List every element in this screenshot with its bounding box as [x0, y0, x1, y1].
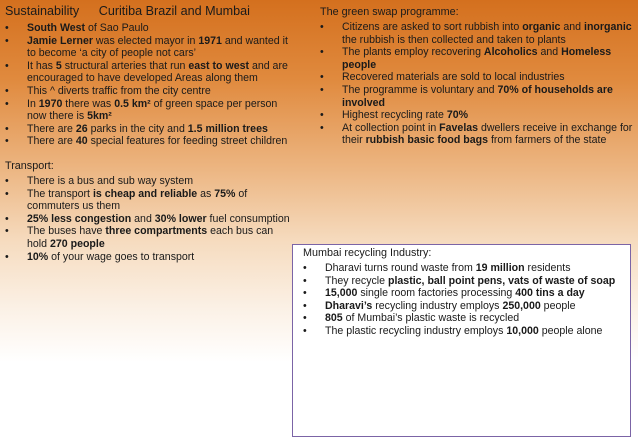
text: people: [540, 299, 576, 312]
mumbai-list: [303, 262, 626, 338]
text: and wanted it to become ‘a city of people not cars’: [27, 34, 288, 60]
text: single room factories processing: [357, 287, 516, 300]
bold-text: organic: [522, 21, 561, 33]
list-item: [5, 35, 290, 60]
text: of Sao Paulo: [85, 22, 149, 34]
list-item: [5, 225, 290, 250]
text: special features for feeding street children: [87, 135, 288, 148]
list-item: [5, 22, 290, 35]
bold-text: 10%: [27, 250, 49, 263]
text: people alone: [538, 324, 603, 337]
bold-text: three compartments: [105, 225, 208, 238]
list-item: [5, 98, 290, 123]
text: There is a bus and sub way system: [27, 174, 194, 187]
title-left: Sustainability: [5, 4, 80, 18]
bold-text: 30% lower: [154, 212, 207, 225]
bold-text: Homeless people: [342, 46, 612, 71]
text: there was: [62, 97, 115, 110]
bold-text: 270 people: [49, 237, 105, 250]
text: At collection point in: [342, 121, 440, 134]
list-item: [303, 275, 626, 288]
text: The plants employ recovering: [342, 46, 484, 59]
bold-text: Jamie Lerner: [27, 34, 93, 47]
curitiba-list: [5, 22, 290, 148]
bold-text: 250,000: [502, 299, 541, 312]
text: recycling industry employs: [372, 299, 503, 312]
list-item: [5, 188, 290, 213]
list-item: [5, 123, 290, 136]
text: dwellers receive in exchange for their: [342, 121, 633, 147]
text: and: [131, 212, 155, 225]
bold-text: South West: [27, 22, 86, 34]
bold-text: Favelas: [439, 121, 479, 134]
bold-text: 15,000: [325, 287, 358, 300]
text: each bus can hold: [27, 225, 274, 250]
list-item: [303, 325, 626, 338]
text: was elected mayor in: [92, 34, 199, 47]
bold-text: 1.5 million trees: [187, 122, 268, 135]
list-item: [320, 84, 635, 109]
bold-text: Dharavi’s: [325, 299, 373, 312]
bold-text: 70% of households are involved: [342, 83, 613, 109]
bold-text: rubbish basic food bags: [365, 134, 488, 147]
text: parks in the city and: [87, 122, 188, 135]
text: Citizens are asked to sort rubbish into: [342, 21, 523, 33]
text: of your wage goes to transport: [48, 250, 195, 263]
text: Highest recycling rate: [342, 109, 447, 122]
text: and are encouraged to have developed Areas along them: [27, 59, 288, 85]
mumbai-heading: Mumbai recycling Industry:: [303, 247, 432, 259]
bold-text: 10,000: [506, 324, 539, 337]
bold-text: 1970: [38, 97, 63, 110]
list-item: [320, 71, 635, 84]
bold-text: is cheap and reliable: [92, 187, 198, 200]
bold-text: 400 tins a day: [515, 287, 585, 300]
bold-text: 5: [55, 59, 62, 72]
text: There are: [27, 135, 76, 148]
transport-list: [5, 175, 290, 263]
bold-text: plastic, ball point pens, vats of waste of soap: [388, 274, 616, 287]
bold-text: east to west: [188, 59, 249, 72]
left-column: [5, 4, 290, 263]
mumbai-box: [292, 244, 631, 437]
text: of commuters us them: [27, 187, 248, 213]
text: This ^ diverts traffic from the city centre: [27, 84, 211, 97]
list-item: [320, 122, 635, 147]
right-column: [320, 6, 635, 147]
list-item: [5, 213, 290, 226]
bold-text: 40: [75, 135, 88, 148]
list-item: [5, 60, 290, 85]
green-swap-heading: The green swap programme:: [320, 6, 459, 18]
green-swap-list: [320, 21, 635, 147]
list-item: [5, 135, 290, 148]
bold-text: 25% less congestion: [27, 212, 132, 225]
list-item: [303, 262, 626, 275]
title-right: Curitiba Brazil and Mumbai: [98, 4, 250, 18]
text: The buses have: [27, 225, 106, 238]
text: They recycle: [325, 274, 388, 287]
text: residents: [524, 262, 571, 274]
bold-text: 1971: [198, 34, 222, 47]
list-item: [320, 109, 635, 122]
text: The transport: [27, 187, 93, 200]
text: of Mumbai’s plastic waste is recycled: [342, 312, 520, 325]
text: In: [27, 97, 39, 110]
bold-text: 70%: [446, 109, 469, 122]
slide-title: [5, 4, 290, 19]
text: from farmers of the state: [488, 134, 607, 147]
text: of green space per person now there is: [27, 97, 278, 123]
bold-text: 75%: [214, 187, 236, 200]
text: structural arteries that run: [61, 59, 189, 72]
list-item: [303, 287, 626, 300]
list-item: [320, 46, 635, 71]
bold-text: 5km²: [87, 110, 112, 123]
bold-text: Alcoholics: [483, 46, 538, 59]
text: Dharavi turns round waste from: [325, 262, 476, 274]
text: and: [537, 46, 562, 59]
text: and: [560, 21, 585, 33]
list-item: [5, 85, 290, 98]
text: It has: [27, 59, 56, 72]
text: The plastic recycling industry employs: [325, 324, 507, 337]
list-item: [303, 300, 626, 313]
text: Recovered materials are sold to local industries: [342, 71, 565, 84]
bold-text: 0.5 km²: [114, 97, 151, 110]
list-item: [5, 251, 290, 264]
text: fuel consumption: [206, 212, 290, 225]
text: as: [197, 187, 215, 200]
text: There are: [27, 122, 76, 135]
bold-text: 26: [75, 122, 88, 135]
bold-text: 805: [325, 312, 343, 325]
list-item: [320, 21, 635, 46]
text: The programme is voluntary and: [342, 83, 498, 96]
list-item: [5, 175, 290, 188]
bold-text: 19 million: [475, 262, 525, 274]
text: the rubbish is then collected and taken to plants: [342, 33, 566, 46]
transport-heading: Transport:: [5, 159, 54, 172]
bold-text: inorganic: [584, 21, 632, 33]
list-item: [303, 312, 626, 325]
